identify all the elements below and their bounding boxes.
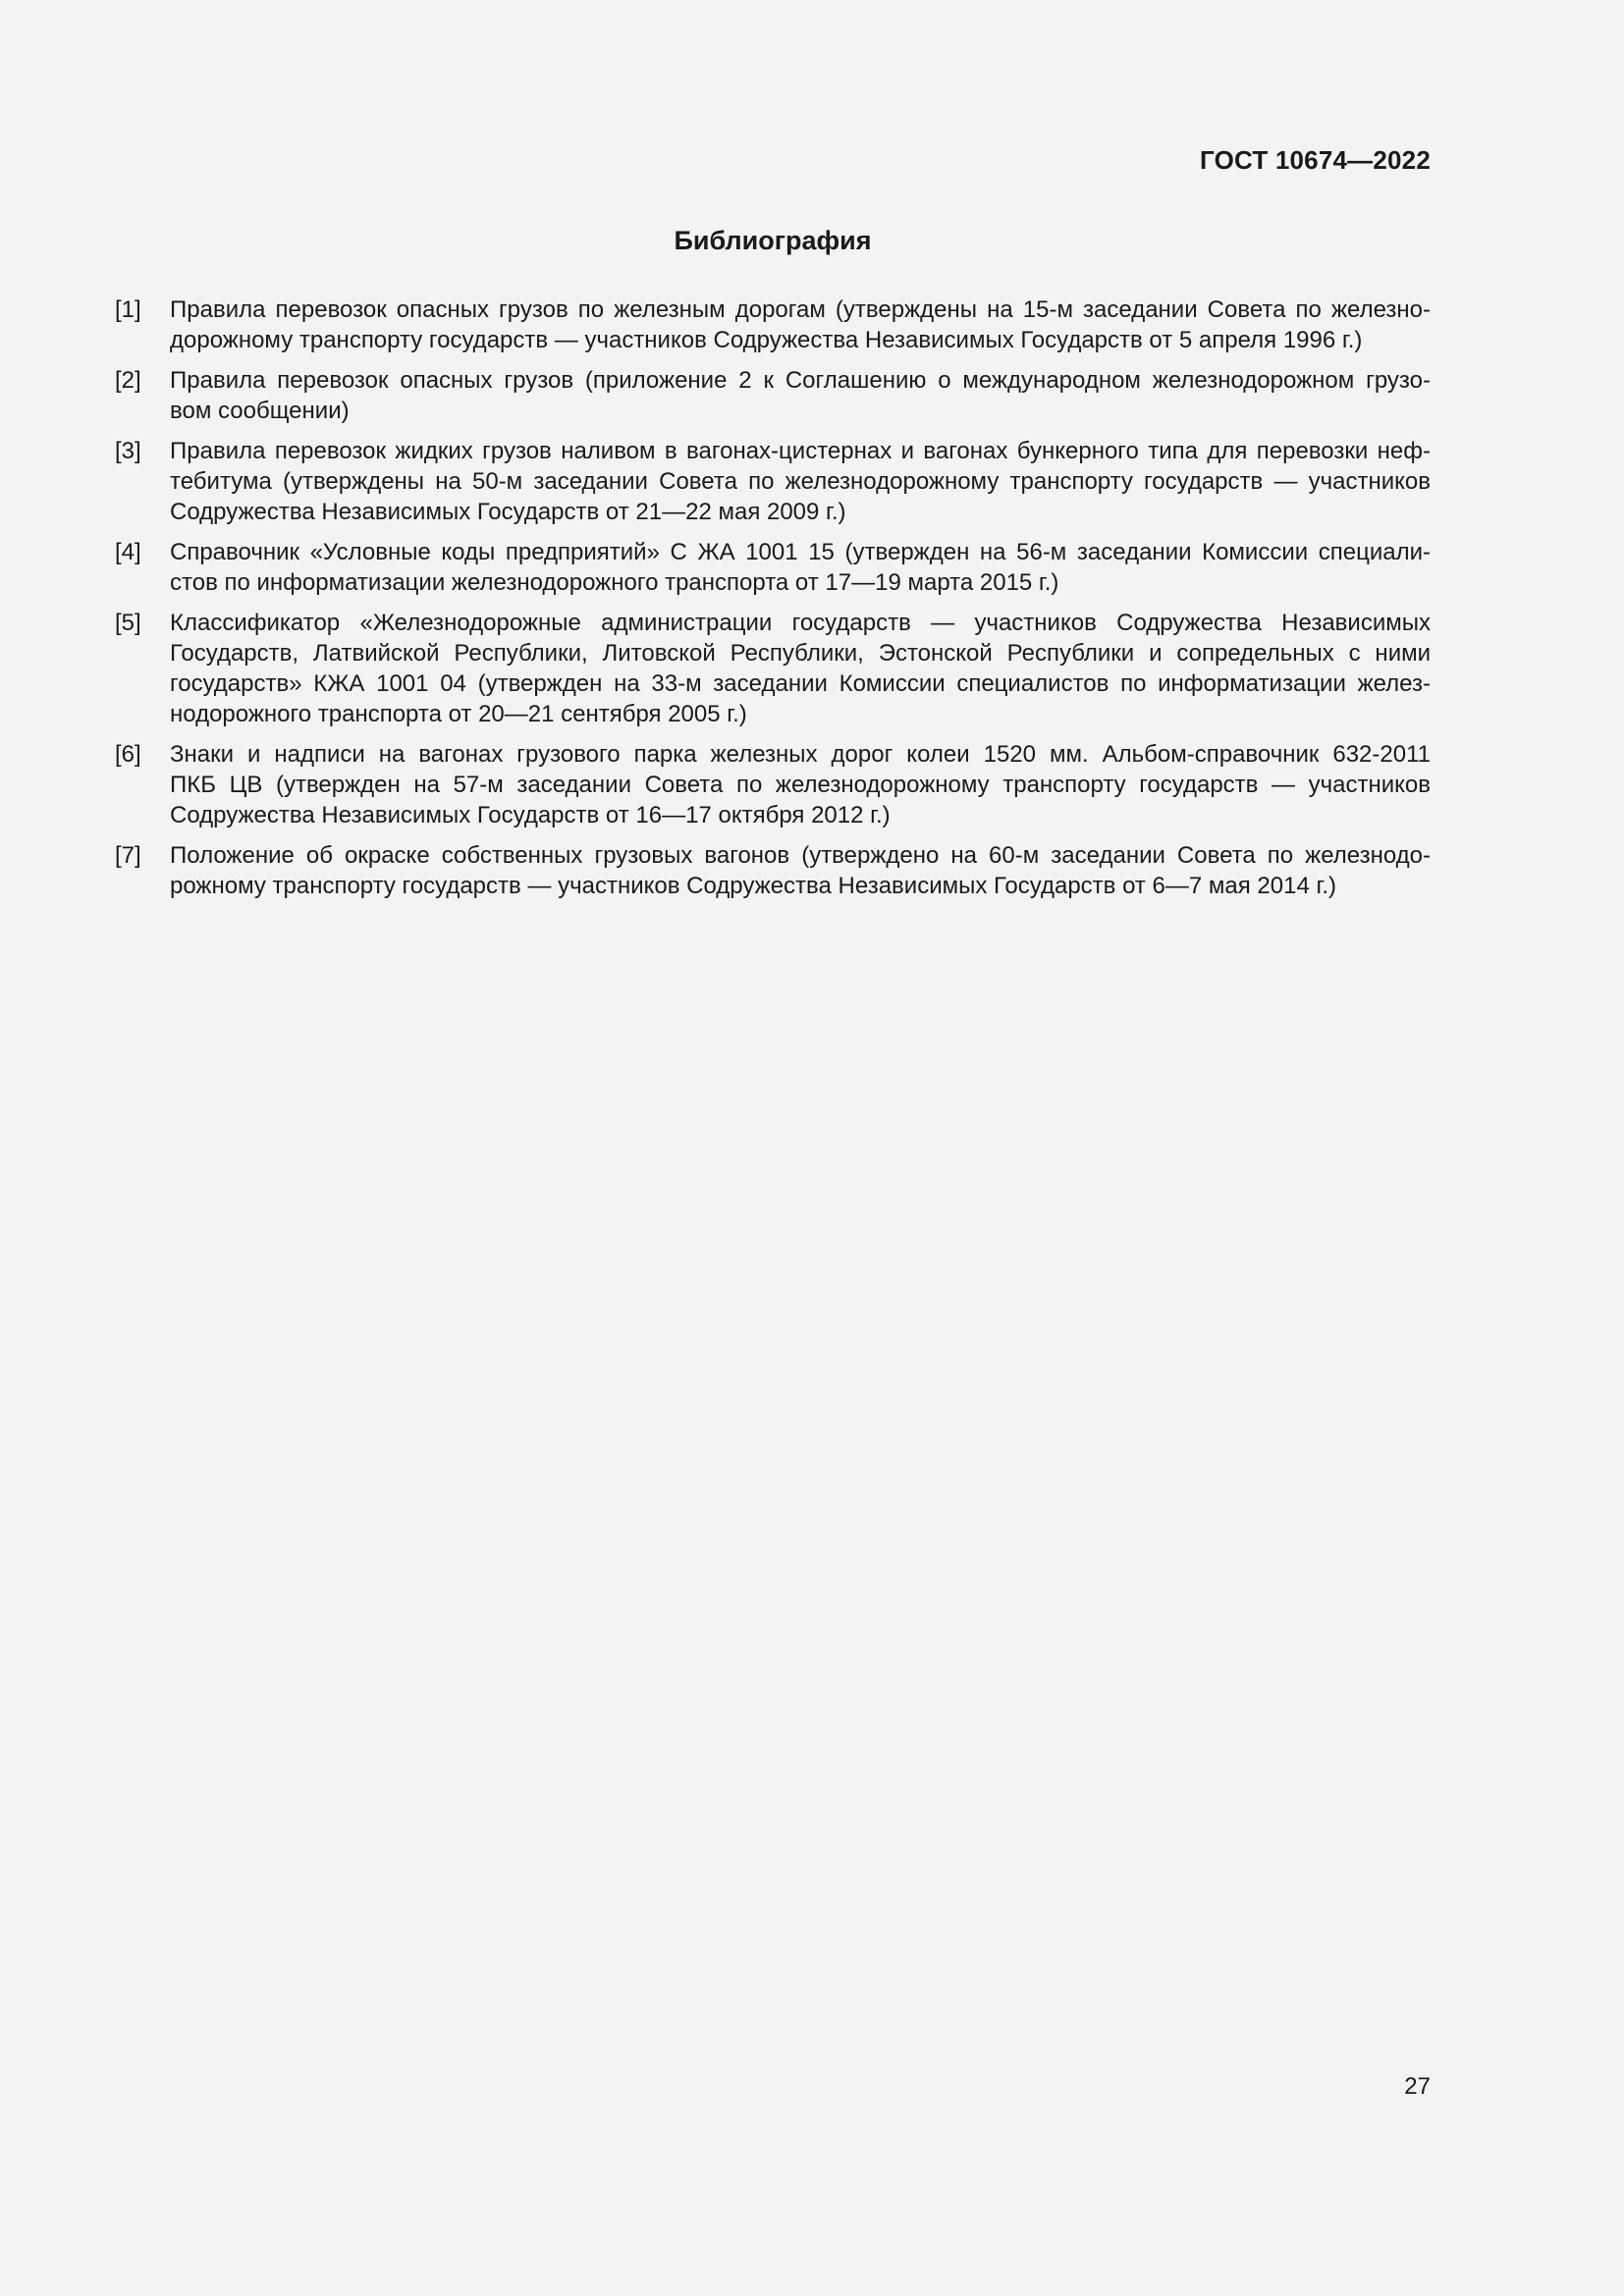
bibliography-entry-number: [5]: [115, 610, 141, 636]
bibliography-entry-line: Правила перевозок жидких грузов наливом в вагонах-цистернах и вагонах бункерного типа для перевозки неф-: [170, 438, 1431, 464]
bibliography-entry-line: Положение об окраске собственных грузовых вагонов (утверждено на 60-м заседании Совета по железнодо-: [170, 842, 1431, 869]
standard-code: ГОСТ 10674—2022: [1200, 145, 1431, 175]
bibliography-entry: [115, 840, 1431, 901]
bibliography-entry: [115, 365, 1431, 426]
bibliography-entry-line: Содружества Независимых Государств от 21—22 мая 2009 г.): [170, 499, 846, 525]
page-number: 27: [1404, 2073, 1431, 2100]
bibliography-entry-number: [1]: [115, 296, 141, 323]
bibliography-entry-line: Классификатор «Железнодорожные администрации государств — участников Содружества Независимых: [170, 610, 1431, 636]
bibliography-entry-line: рожному транспорту государств — участников Содружества Независимых Государств от 6—7 мая 2014 г.): [170, 873, 1336, 899]
bibliography-entry-line: стов по информатизации железнодорожного транспорта от 17—19 марта 2015 г.): [170, 569, 1059, 596]
bibliography-entry-line: вом сообщении): [170, 398, 350, 424]
bibliography-entry-line: Справочник «Условные коды предприятий» С ЖА 1001 15 (утвержден на 56-м заседании Комиссии специали-: [170, 539, 1431, 565]
bibliography-entry: [115, 739, 1431, 830]
bibliography-entry: [115, 436, 1431, 527]
bibliography-entry: [115, 537, 1431, 598]
bibliography-entry-line: тебитума (утверждены на 50-м заседании Совета по железнодорожному транспорту государств — участников: [170, 468, 1431, 495]
bibliography-entry-line: нодорожного транспорта от 20—21 сентября 2005 г.): [170, 701, 747, 727]
page-title: Библиография: [674, 226, 872, 255]
bibliography-entry-text: [170, 365, 1431, 426]
bibliography-entry-line: дорожному транспорту государств — участников Содружества Независимых Государств от 5 апреля 1996 г.): [170, 327, 1363, 353]
bibliography-entry-text: [170, 608, 1431, 729]
bibliography-entry-number: [6]: [115, 741, 141, 768]
bibliography-entry-number: [2]: [115, 367, 141, 394]
bibliography-entry: [115, 294, 1431, 355]
bibliography-entry-text: [170, 436, 1431, 527]
bibliography-entry-line: Правила перевозок опасных грузов по железным дорогам (утверждены на 15-м заседании Совета по железно-: [170, 296, 1431, 323]
bibliography-entry-text: [170, 739, 1431, 830]
bibliography-entry-text: [170, 537, 1431, 598]
bibliography-entry-text: [170, 294, 1431, 355]
bibliography-entry-line: Государств, Латвийской Республики, Литовской Республики, Эстонской Республики и сопредельных с ними: [170, 640, 1431, 667]
bibliography-entry-line: Содружества Независимых Государств от 16—17 октября 2012 г.): [170, 802, 891, 828]
bibliography-entry-line: Знаки и надписи на вагонах грузового парка железных дорог колеи 1520 мм. Альбом-справочник 632-2011: [170, 741, 1431, 768]
bibliography-entry-number: [3]: [115, 438, 141, 464]
bibliography-entry-number: [4]: [115, 539, 141, 565]
bibliography-entry-line: ПКБ ЦВ (утвержден на 57-м заседании Совета по железнодорожному транспорту государств — участников: [170, 772, 1431, 798]
bibliography-entry-text: [170, 840, 1431, 901]
bibliography-entry-number: [7]: [115, 842, 141, 869]
bibliography-entry-line: Правила перевозок опасных грузов (приложение 2 к Соглашению о международном железнодорожном грузо-: [170, 367, 1431, 394]
bibliography-list: [115, 294, 1431, 911]
bibliography-entry-line: государств» КЖА 1001 04 (утвержден на 33-м заседании Комиссии специалистов по информатизации желез-: [170, 670, 1431, 697]
bibliography-entry: [115, 608, 1431, 729]
